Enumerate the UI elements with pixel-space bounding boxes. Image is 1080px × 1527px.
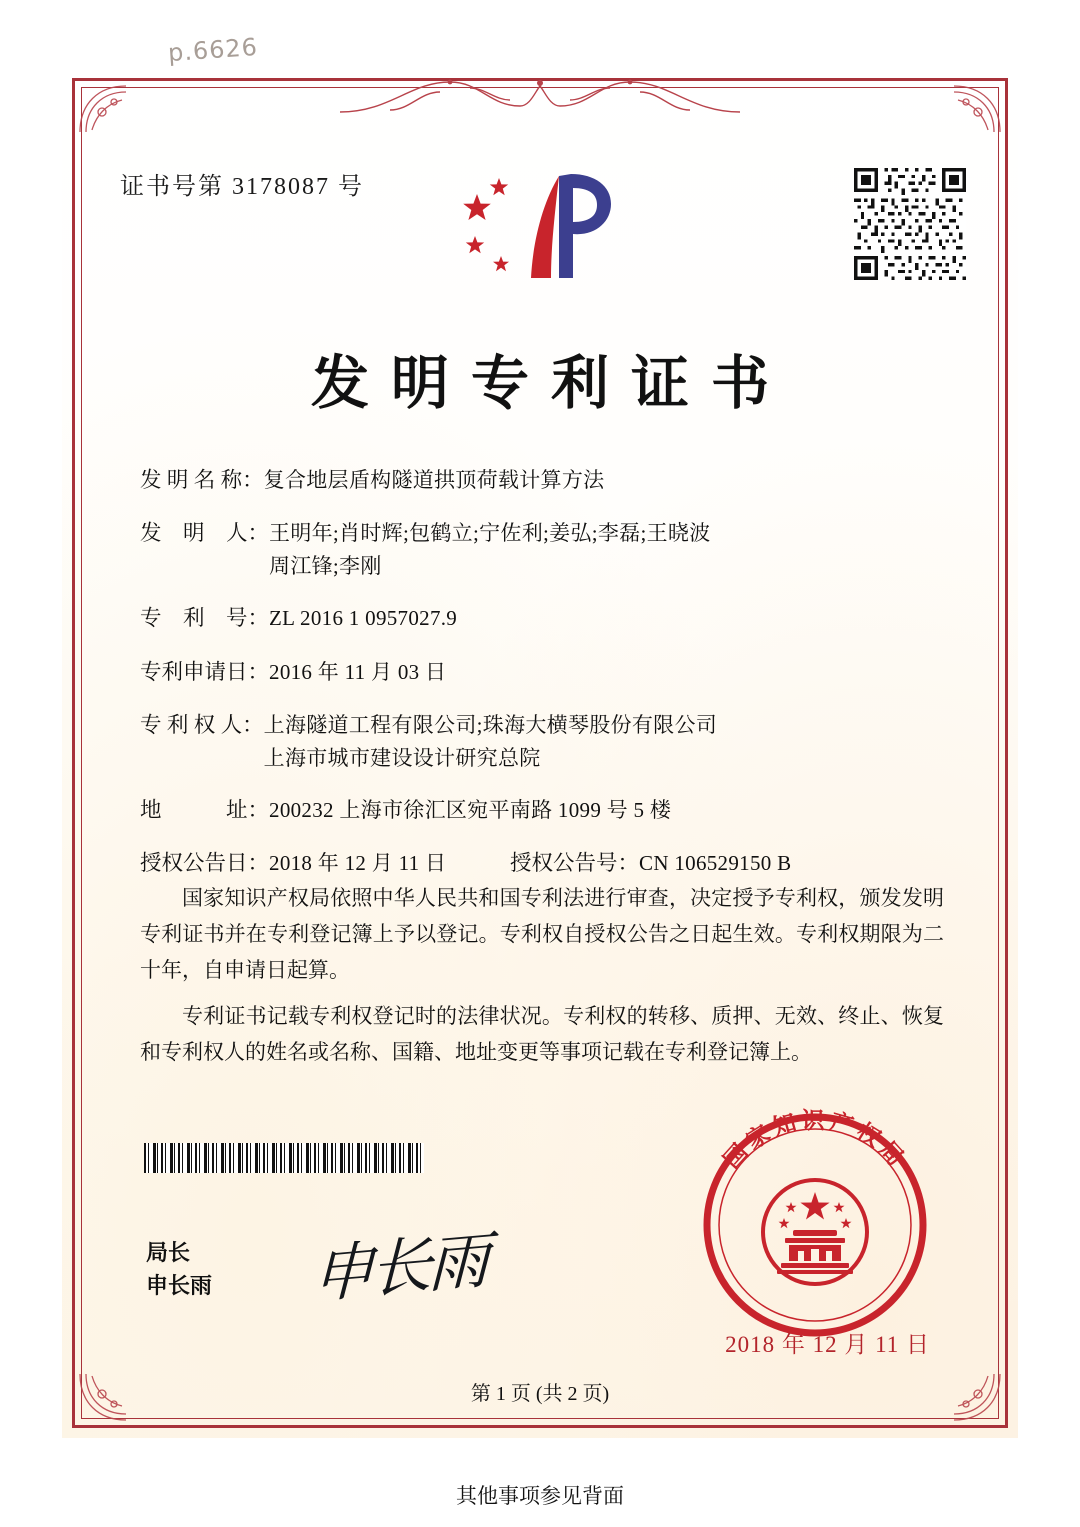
corner-ornament-top-left [76, 82, 150, 136]
value-grant-number: CN 106529150 B [639, 851, 792, 876]
field-inventors [140, 517, 948, 582]
legal-text [140, 880, 944, 1081]
official-seal [690, 1100, 940, 1350]
value-patent-number: ZL 2016 1 0957027.9 [269, 606, 458, 631]
svg-text:国家知识产权局: 国家知识产权局 [718, 1107, 912, 1175]
legal-paragraph-1: 国家知识产权局依照中华人民共和国专利法进行审查，决定授予专利权，颁发发明专利证书并在专利登记簿上予以登记。专利权自授权公告之日起生效。专利权期限为二十年，自申请日起算。 [140, 886, 944, 983]
value-inventors-line1: 王明年;肖时辉;包鹤立;宁佐利;姜弘;李磊;王晓波 [269, 521, 711, 546]
label-invention-name: 发 明 名 称： [140, 468, 264, 492]
legal-paragraph-2: 专利证书记载专利权登记时的法律状况。专利权的转移、质押、无效、终止、恢复和专利权人的姓名或名称、国籍、地址变更等事项记载在专利登记簿上。 [140, 1004, 944, 1065]
field-patentee [140, 709, 948, 774]
label-address: 地 址： [140, 798, 270, 823]
label-patentee: 专 利 权 人： [140, 713, 264, 738]
label-patent-number: 专 利 号： [140, 606, 270, 631]
cnipa-logo-icon [455, 160, 625, 290]
signature-role: 局长 [146, 1240, 191, 1265]
handwritten-signature: 申长雨 [311, 1223, 487, 1312]
value-patentee-line2: 上海市城市建设设计研究总院 [263, 745, 541, 770]
corner-ornament-top-right [930, 82, 1004, 136]
value-inventors [269, 517, 948, 582]
field-address [140, 794, 948, 827]
barcode [144, 1143, 424, 1173]
field-invention-name [140, 464, 948, 497]
signature-name: 申长雨 [146, 1273, 213, 1298]
pencil-annotation: p.6626 [167, 32, 259, 68]
signature-block [146, 1236, 212, 1302]
value-application-date: 2016 年 11 月 03 日 [269, 659, 447, 684]
value-inventors-line2: 周江锋;李刚 [269, 553, 382, 578]
value-patentee [264, 709, 948, 774]
label-grant-date: 授权公告日： [140, 851, 270, 876]
page-title: 发明专利证书 [310, 349, 791, 417]
value-invention-name: 复合地层盾构隧道拱顶荷载计算方法 [263, 468, 605, 492]
patent-certificate [62, 68, 1018, 1438]
label-grant-number: 授权公告号： [510, 851, 640, 876]
seal-date: 2018 年 12 月 11 日 [725, 1332, 930, 1357]
back-side-note: 其他事项参见背面 [456, 1484, 624, 1508]
value-patentee-line1: 上海隧道工程有限公司;珠海大横琴股份有限公司 [263, 713, 718, 738]
value-address: 200232 上海市徐汇区宛平南路 1099 号 5 楼 [269, 798, 672, 823]
label-application-date: 专利申请日： [140, 659, 270, 684]
label-inventors: 发 明 人： [140, 521, 270, 546]
certificate-number: 证书号第 3178087 号 [120, 174, 364, 200]
field-grant-row [140, 847, 948, 880]
qr-code [854, 168, 966, 280]
field-application-date [140, 656, 948, 689]
top-ornament-decoration [330, 76, 750, 118]
value-grant-date: 2018 年 12 月 11 日 [269, 851, 447, 876]
page-number: 第 1 页 (共 2 页) [470, 1383, 610, 1405]
certificate-fields [140, 464, 948, 901]
field-patent-number [140, 602, 948, 635]
